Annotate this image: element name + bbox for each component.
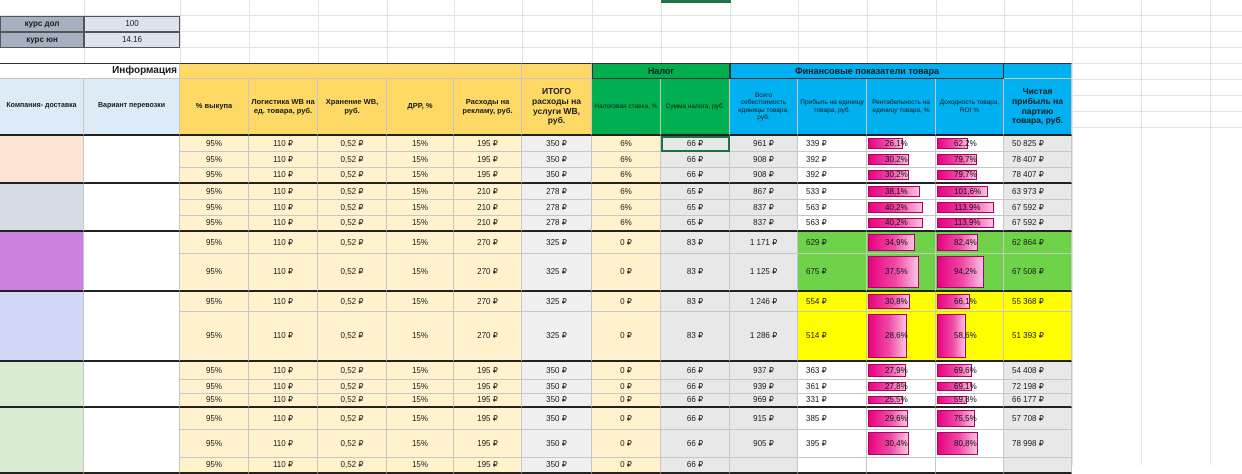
transport-variant-cell[interactable] bbox=[84, 232, 180, 292]
table-cell[interactable] bbox=[936, 200, 1004, 216]
table-cell[interactable] bbox=[867, 168, 936, 184]
table-cell[interactable]: 110 ₽ bbox=[249, 380, 318, 394]
table-cell[interactable]: 15% bbox=[387, 430, 454, 458]
gridline-vertical bbox=[1210, 0, 1211, 465]
transport-variant-cell[interactable] bbox=[84, 136, 180, 184]
table-cell[interactable]: 78 407 ₽ bbox=[1004, 152, 1072, 168]
table-cell[interactable]: 15% bbox=[387, 380, 454, 394]
table-cell[interactable]: 195 ₽ bbox=[454, 408, 522, 430]
table-cell[interactable]: 72 198 ₽ bbox=[1004, 380, 1072, 394]
table-cell[interactable]: 195 ₽ bbox=[454, 362, 522, 380]
table-cell[interactable] bbox=[936, 408, 1004, 430]
table-cell[interactable]: 350 ₽ bbox=[522, 430, 592, 458]
table-cell[interactable] bbox=[867, 292, 936, 312]
bar-value: 113,9% bbox=[954, 202, 981, 212]
table-cell[interactable]: 110 ₽ bbox=[249, 362, 318, 380]
table-cell[interactable]: 6% bbox=[592, 136, 661, 152]
table-cell[interactable]: 350 ₽ bbox=[522, 136, 592, 152]
table-cell[interactable]: 563 ₽ bbox=[798, 216, 867, 232]
bar-value: 113,9% bbox=[954, 218, 981, 228]
table-cell[interactable]: 210 ₽ bbox=[454, 216, 522, 232]
column-selection-mark bbox=[661, 0, 731, 3]
table-cell[interactable]: 905 ₽ bbox=[730, 430, 798, 458]
table-cell[interactable]: 395 ₽ bbox=[798, 430, 867, 458]
table-cell[interactable]: 0 ₽ bbox=[592, 408, 661, 430]
rate-value[interactable]: 100 bbox=[84, 16, 180, 32]
table-cell[interactable] bbox=[867, 200, 936, 216]
table-cell[interactable] bbox=[867, 394, 936, 408]
table-cell[interactable]: 0,52 ₽ bbox=[318, 458, 387, 474]
gridline-horizontal bbox=[0, 31, 1242, 32]
bar-value: 40,2% bbox=[885, 218, 908, 228]
table-cell[interactable]: 939 ₽ bbox=[730, 380, 798, 394]
table-cell[interactable]: 0 ₽ bbox=[592, 232, 661, 254]
gridline-horizontal bbox=[0, 15, 1242, 16]
transport-variant-cell[interactable] bbox=[84, 292, 180, 362]
table-cell[interactable]: 210 ₽ bbox=[454, 184, 522, 200]
table-cell[interactable]: 270 ₽ bbox=[454, 232, 522, 254]
table-cell[interactable]: 66 ₽ bbox=[661, 136, 730, 152]
bar-value: 101,6% bbox=[954, 186, 982, 196]
column-header[interactable]: Вариант перевозки bbox=[84, 79, 180, 136]
table-cell[interactable]: 110 ₽ bbox=[249, 152, 318, 168]
bar-value: 28,6% bbox=[885, 331, 908, 341]
table-cell[interactable]: 110 ₽ bbox=[249, 430, 318, 458]
bar-value: 62,2% bbox=[954, 138, 977, 148]
table-cell[interactable]: 0,52 ₽ bbox=[318, 292, 387, 312]
table-cell[interactable]: 0 ₽ bbox=[592, 430, 661, 458]
table-cell[interactable]: 0,52 ₽ bbox=[318, 152, 387, 168]
table-cell[interactable]: 67 592 ₽ bbox=[1004, 216, 1072, 232]
table-cell[interactable]: 210 ₽ bbox=[454, 200, 522, 216]
table-cell[interactable]: 350 ₽ bbox=[522, 408, 592, 430]
table-cell[interactable]: 915 ₽ bbox=[730, 408, 798, 430]
table-cell[interactable] bbox=[867, 312, 936, 362]
table-cell[interactable]: 1 246 ₽ bbox=[730, 292, 798, 312]
bar-value: 69,6% bbox=[954, 365, 977, 375]
table-cell[interactable]: 95% bbox=[180, 152, 249, 168]
column-header[interactable]: Логистика WB на ед. товара, руб. bbox=[249, 79, 318, 136]
column-header[interactable]: % выкупа bbox=[180, 79, 249, 136]
table-cell[interactable]: 110 ₽ bbox=[249, 292, 318, 312]
table-cell[interactable]: 1 171 ₽ bbox=[730, 232, 798, 254]
table-cell[interactable]: 908 ₽ bbox=[730, 152, 798, 168]
table-cell[interactable]: 63 973 ₽ bbox=[1004, 184, 1072, 200]
table-cell[interactable]: 6% bbox=[592, 184, 661, 200]
table-cell[interactable]: 67 508 ₽ bbox=[1004, 254, 1072, 292]
table-cell[interactable]: 110 ₽ bbox=[249, 184, 318, 200]
table-cell[interactable] bbox=[936, 152, 1004, 168]
bar-value: 27,9% bbox=[885, 365, 908, 375]
table-cell[interactable]: 83 ₽ bbox=[661, 232, 730, 254]
column-header[interactable]: ИТОГО расходы на услуги WB, руб. bbox=[522, 79, 592, 136]
bar-value: 79,7% bbox=[954, 154, 977, 164]
table-cell[interactable]: 969 ₽ bbox=[730, 394, 798, 408]
table-cell[interactable]: 65 ₽ bbox=[661, 216, 730, 232]
gridline-vertical bbox=[1072, 0, 1073, 465]
table-cell[interactable]: 95% bbox=[180, 362, 249, 380]
table-cell[interactable]: 78 407 ₽ bbox=[1004, 168, 1072, 184]
table-cell[interactable] bbox=[867, 408, 936, 430]
table-cell[interactable]: 0,52 ₽ bbox=[318, 312, 387, 362]
table-cell[interactable]: 675 ₽ bbox=[798, 254, 867, 292]
table-cell[interactable] bbox=[936, 232, 1004, 254]
company-cell[interactable] bbox=[0, 184, 84, 232]
table-cell[interactable]: 195 ₽ bbox=[454, 152, 522, 168]
table-cell[interactable] bbox=[1004, 458, 1072, 474]
table-cell[interactable]: 270 ₽ bbox=[454, 312, 522, 362]
company-cell[interactable] bbox=[0, 232, 84, 292]
table-cell[interactable] bbox=[867, 430, 936, 458]
rate-label: курс дол bbox=[0, 16, 84, 32]
table-cell[interactable]: 392 ₽ bbox=[798, 168, 867, 184]
table-cell[interactable]: 350 ₽ bbox=[522, 458, 592, 474]
table-cell[interactable]: 110 ₽ bbox=[249, 408, 318, 430]
bar-value: 69,1% bbox=[954, 381, 977, 391]
table-cell[interactable] bbox=[867, 380, 936, 394]
table-cell[interactable] bbox=[936, 312, 1004, 362]
table-cell[interactable]: 66 ₽ bbox=[661, 430, 730, 458]
table-cell[interactable]: 937 ₽ bbox=[730, 362, 798, 380]
column-header[interactable]: Компания- доставка bbox=[0, 79, 84, 136]
bar-value: 82,4% bbox=[954, 237, 977, 247]
table-cell[interactable]: 278 ₽ bbox=[522, 184, 592, 200]
table-cell[interactable]: 6% bbox=[592, 152, 661, 168]
bar-value: 40,2% bbox=[885, 202, 908, 212]
rate-value[interactable]: 14.16 bbox=[84, 32, 180, 48]
section-profit-top bbox=[1004, 63, 1072, 79]
table-cell[interactable] bbox=[936, 168, 1004, 184]
table-cell[interactable] bbox=[867, 232, 936, 254]
table-cell[interactable]: 110 ₽ bbox=[249, 394, 318, 408]
table-cell[interactable]: 15% bbox=[387, 458, 454, 474]
bar-value: 27,8% bbox=[885, 381, 908, 391]
active-cell-selection[interactable] bbox=[661, 136, 730, 152]
table-cell[interactable]: 15% bbox=[387, 254, 454, 292]
table-cell[interactable]: 0,52 ₽ bbox=[318, 184, 387, 200]
table-cell[interactable]: 0,52 ₽ bbox=[318, 254, 387, 292]
table-cell[interactable]: 95% bbox=[180, 216, 249, 232]
table-cell[interactable] bbox=[867, 458, 936, 474]
column-header[interactable]: ДРР, % bbox=[387, 79, 454, 136]
section-tax: Налог bbox=[592, 63, 730, 79]
section-info: Информация bbox=[0, 63, 180, 79]
table-cell[interactable]: 6% bbox=[592, 168, 661, 184]
table-cell[interactable]: 837 ₽ bbox=[730, 216, 798, 232]
table-cell[interactable] bbox=[936, 458, 1004, 474]
bar-value: 38,1% bbox=[885, 186, 908, 196]
table-cell[interactable]: 95% bbox=[180, 380, 249, 394]
table-cell[interactable]: 95% bbox=[180, 394, 249, 408]
rate-label: курс юн bbox=[0, 32, 84, 48]
table-cell[interactable] bbox=[867, 136, 936, 152]
table-cell[interactable]: 110 ₽ bbox=[249, 232, 318, 254]
table-cell[interactable]: 325 ₽ bbox=[522, 254, 592, 292]
table-cell[interactable]: 350 ₽ bbox=[522, 380, 592, 394]
table-cell[interactable]: 110 ₽ bbox=[249, 458, 318, 474]
table-cell[interactable]: 0,52 ₽ bbox=[318, 430, 387, 458]
bar-value: 29,6% bbox=[885, 413, 908, 423]
table-cell[interactable]: 533 ₽ bbox=[798, 184, 867, 200]
section-financial: Финансовые показатели товара bbox=[730, 63, 1004, 79]
column-header[interactable]: Налоговая ставка, % bbox=[592, 79, 661, 136]
table-cell[interactable] bbox=[936, 216, 1004, 232]
table-cell[interactable] bbox=[867, 152, 936, 168]
bar-value: 94,2% bbox=[954, 267, 977, 277]
table-cell[interactable]: 15% bbox=[387, 232, 454, 254]
table-cell[interactable]: 95% bbox=[180, 136, 249, 152]
table-cell[interactable]: 15% bbox=[387, 292, 454, 312]
table-cell[interactable]: 110 ₽ bbox=[249, 312, 318, 362]
column-header[interactable]: Доходность товара, ROI % bbox=[936, 79, 1004, 136]
table-cell[interactable]: 563 ₽ bbox=[798, 200, 867, 216]
table-cell[interactable]: 66 ₽ bbox=[661, 152, 730, 168]
table-cell[interactable]: 0,52 ₽ bbox=[318, 362, 387, 380]
transport-variant-cell[interactable] bbox=[84, 362, 180, 408]
table-cell[interactable]: 0,52 ₽ bbox=[318, 232, 387, 254]
table-cell[interactable] bbox=[936, 380, 1004, 394]
table-cell[interactable]: 110 ₽ bbox=[249, 216, 318, 232]
table-cell[interactable]: 0 ₽ bbox=[592, 394, 661, 408]
table-cell[interactable] bbox=[730, 458, 798, 474]
table-cell[interactable]: 0,52 ₽ bbox=[318, 380, 387, 394]
table-cell[interactable]: 0,52 ₽ bbox=[318, 168, 387, 184]
table-cell[interactable]: 78 998 ₽ bbox=[1004, 430, 1072, 458]
table-cell[interactable]: 1 286 ₽ bbox=[730, 312, 798, 362]
company-cell[interactable] bbox=[0, 362, 84, 408]
table-cell[interactable]: 0 ₽ bbox=[592, 312, 661, 362]
table-cell[interactable]: 67 592 ₽ bbox=[1004, 200, 1072, 216]
table-cell[interactable]: 66 ₽ bbox=[661, 408, 730, 430]
table-cell[interactable]: 110 ₽ bbox=[249, 136, 318, 152]
bar-value: 26,1% bbox=[885, 138, 908, 148]
company-cell[interactable] bbox=[0, 292, 84, 362]
table-cell[interactable] bbox=[936, 362, 1004, 380]
column-header[interactable]: Всего себестоимость единицы товара, руб. bbox=[730, 79, 798, 136]
table-cell[interactable]: 95% bbox=[180, 312, 249, 362]
table-cell[interactable]: 0 ₽ bbox=[592, 458, 661, 474]
table-cell[interactable]: 110 ₽ bbox=[249, 168, 318, 184]
table-cell[interactable]: 0,52 ₽ bbox=[318, 394, 387, 408]
table-cell[interactable]: 195 ₽ bbox=[454, 168, 522, 184]
table-cell[interactable]: 66 177 ₽ bbox=[1004, 394, 1072, 408]
bar-value: 30,8% bbox=[885, 296, 908, 306]
bar-value: 79,7% bbox=[954, 170, 977, 180]
bar-value: 37,5% bbox=[885, 267, 908, 277]
table-cell[interactable]: 514 ₽ bbox=[798, 312, 867, 362]
table-cell[interactable]: 62 864 ₽ bbox=[1004, 232, 1072, 254]
table-cell[interactable]: 270 ₽ bbox=[454, 254, 522, 292]
company-cell[interactable] bbox=[0, 408, 84, 474]
table-cell[interactable]: 1 125 ₽ bbox=[730, 254, 798, 292]
table-cell[interactable]: 66 ₽ bbox=[661, 458, 730, 474]
table-cell[interactable]: 195 ₽ bbox=[454, 458, 522, 474]
table-cell[interactable]: 15% bbox=[387, 168, 454, 184]
table-cell[interactable]: 0,52 ₽ bbox=[318, 216, 387, 232]
table-cell[interactable]: 0,52 ₽ bbox=[318, 408, 387, 430]
table-cell[interactable]: 15% bbox=[387, 216, 454, 232]
table-cell[interactable]: 195 ₽ bbox=[454, 380, 522, 394]
table-cell[interactable]: 95% bbox=[180, 430, 249, 458]
table-cell[interactable]: 95% bbox=[180, 408, 249, 430]
table-cell[interactable]: 0,52 ₽ bbox=[318, 136, 387, 152]
column-header[interactable]: Хранение WB, руб. bbox=[318, 79, 387, 136]
table-cell[interactable]: 95% bbox=[180, 200, 249, 216]
column-header[interactable]: Прибыль на единицу товара, руб. bbox=[798, 79, 867, 136]
section-itogo-top bbox=[522, 63, 592, 79]
table-cell[interactable]: 961 ₽ bbox=[730, 136, 798, 152]
table-cell[interactable]: 95% bbox=[180, 168, 249, 184]
column-header[interactable]: Чистая прибыль на партию товара, руб. bbox=[1004, 79, 1072, 136]
transport-variant-cell[interactable] bbox=[84, 184, 180, 232]
table-cell[interactable]: 325 ₽ bbox=[522, 312, 592, 362]
bar-value: 75,5% bbox=[954, 413, 977, 423]
table-cell[interactable]: 867 ₽ bbox=[730, 184, 798, 200]
table-cell[interactable]: 554 ₽ bbox=[798, 292, 867, 312]
table-cell[interactable]: 57 708 ₽ bbox=[1004, 408, 1072, 430]
bar-value: 30,2% bbox=[885, 170, 908, 180]
table-cell[interactable]: 195 ₽ bbox=[454, 430, 522, 458]
table-cell[interactable] bbox=[867, 362, 936, 380]
table-cell[interactable] bbox=[798, 458, 867, 474]
table-cell[interactable]: 392 ₽ bbox=[798, 152, 867, 168]
table-cell[interactable]: 278 ₽ bbox=[522, 216, 592, 232]
table-cell[interactable]: 361 ₽ bbox=[798, 380, 867, 394]
bar-value: 34,9% bbox=[885, 237, 908, 247]
table-cell[interactable]: 0 ₽ bbox=[592, 292, 661, 312]
table-cell[interactable]: 95% bbox=[180, 254, 249, 292]
table-cell[interactable]: 0 ₽ bbox=[592, 362, 661, 380]
table-cell[interactable]: 350 ₽ bbox=[522, 394, 592, 408]
table-cell[interactable]: 66 ₽ bbox=[661, 362, 730, 380]
table-cell[interactable]: 837 ₽ bbox=[730, 200, 798, 216]
gridline-vertical bbox=[1141, 0, 1142, 465]
table-cell[interactable]: 15% bbox=[387, 152, 454, 168]
table-cell[interactable]: 15% bbox=[387, 136, 454, 152]
table-cell[interactable]: 0,52 ₽ bbox=[318, 200, 387, 216]
gridline-horizontal bbox=[0, 47, 1242, 48]
table-cell[interactable]: 15% bbox=[387, 184, 454, 200]
table-cell[interactable]: 66 ₽ bbox=[661, 394, 730, 408]
table-cell[interactable]: 385 ₽ bbox=[798, 408, 867, 430]
company-cell[interactable] bbox=[0, 136, 84, 184]
bar-value: 25,5% bbox=[885, 395, 908, 405]
table-cell[interactable]: 6% bbox=[592, 216, 661, 232]
table-cell[interactable]: 195 ₽ bbox=[454, 394, 522, 408]
table-cell[interactable]: 0 ₽ bbox=[592, 254, 661, 292]
table-cell[interactable] bbox=[936, 136, 1004, 152]
table-cell[interactable]: 325 ₽ bbox=[522, 292, 592, 312]
bar-value: 30,4% bbox=[885, 438, 908, 448]
table-cell[interactable]: 83 ₽ bbox=[661, 254, 730, 292]
table-cell[interactable]: 66 ₽ bbox=[661, 168, 730, 184]
table-cell[interactable]: 51 393 ₽ bbox=[1004, 312, 1072, 362]
table-cell[interactable]: 0 ₽ bbox=[592, 380, 661, 394]
table-cell[interactable]: 83 ₽ bbox=[661, 292, 730, 312]
bar-value: 30,2% bbox=[885, 154, 908, 164]
table-cell[interactable]: 278 ₽ bbox=[522, 200, 592, 216]
table-cell[interactable]: 66 ₽ bbox=[661, 380, 730, 394]
table-cell[interactable]: 50 825 ₽ bbox=[1004, 136, 1072, 152]
table-cell[interactable]: 15% bbox=[387, 408, 454, 430]
bar-value: 58,6% bbox=[954, 331, 977, 341]
table-cell[interactable] bbox=[936, 254, 1004, 292]
table-cell[interactable]: 6% bbox=[592, 200, 661, 216]
table-cell[interactable]: 908 ₽ bbox=[730, 168, 798, 184]
table-cell[interactable]: 629 ₽ bbox=[798, 232, 867, 254]
column-header[interactable]: Рентабельность на единицу товара, % bbox=[867, 79, 936, 136]
bar-value: 59,8% bbox=[954, 395, 977, 405]
table-cell[interactable]: 95% bbox=[180, 232, 249, 254]
table-cell[interactable] bbox=[936, 184, 1004, 200]
table-cell[interactable]: 15% bbox=[387, 200, 454, 216]
table-cell[interactable] bbox=[867, 254, 936, 292]
table-cell[interactable] bbox=[936, 394, 1004, 408]
table-cell[interactable]: 55 368 ₽ bbox=[1004, 292, 1072, 312]
table-cell[interactable]: 54 408 ₽ bbox=[1004, 362, 1072, 380]
table-cell[interactable] bbox=[867, 216, 936, 232]
column-header[interactable]: Расходы на рекламу, руб. bbox=[454, 79, 522, 136]
table-cell[interactable]: 331 ₽ bbox=[798, 394, 867, 408]
table-cell[interactable]: 15% bbox=[387, 394, 454, 408]
table-cell[interactable]: 350 ₽ bbox=[522, 168, 592, 184]
table-cell[interactable]: 95% bbox=[180, 292, 249, 312]
table-cell[interactable]: 65 ₽ bbox=[661, 184, 730, 200]
table-cell[interactable]: 195 ₽ bbox=[454, 136, 522, 152]
table-cell[interactable] bbox=[936, 292, 1004, 312]
table-cell[interactable]: 350 ₽ bbox=[522, 152, 592, 168]
table-cell[interactable]: 83 ₽ bbox=[661, 312, 730, 362]
table-cell[interactable] bbox=[936, 430, 1004, 458]
table-cell[interactable]: 65 ₽ bbox=[661, 200, 730, 216]
table-cell[interactable]: 110 ₽ bbox=[249, 200, 318, 216]
transport-variant-cell[interactable] bbox=[84, 408, 180, 474]
table-cell[interactable]: 339 ₽ bbox=[798, 136, 867, 152]
column-header[interactable]: Сумма налога, руб. bbox=[661, 79, 730, 136]
table-cell[interactable]: 350 ₽ bbox=[522, 362, 592, 380]
table-cell[interactable]: 110 ₽ bbox=[249, 254, 318, 292]
table-cell[interactable] bbox=[867, 184, 936, 200]
table-cell[interactable]: 95% bbox=[180, 458, 249, 474]
table-cell[interactable]: 15% bbox=[387, 312, 454, 362]
table-cell[interactable]: 363 ₽ bbox=[798, 362, 867, 380]
table-cell[interactable]: 15% bbox=[387, 362, 454, 380]
bar-value: 80,8% bbox=[954, 438, 977, 448]
section-info-fill bbox=[180, 63, 522, 79]
table-cell[interactable]: 270 ₽ bbox=[454, 292, 522, 312]
table-cell[interactable]: 325 ₽ bbox=[522, 232, 592, 254]
bar-value: 66,1% bbox=[954, 296, 977, 306]
table-cell[interactable]: 95% bbox=[180, 184, 249, 200]
